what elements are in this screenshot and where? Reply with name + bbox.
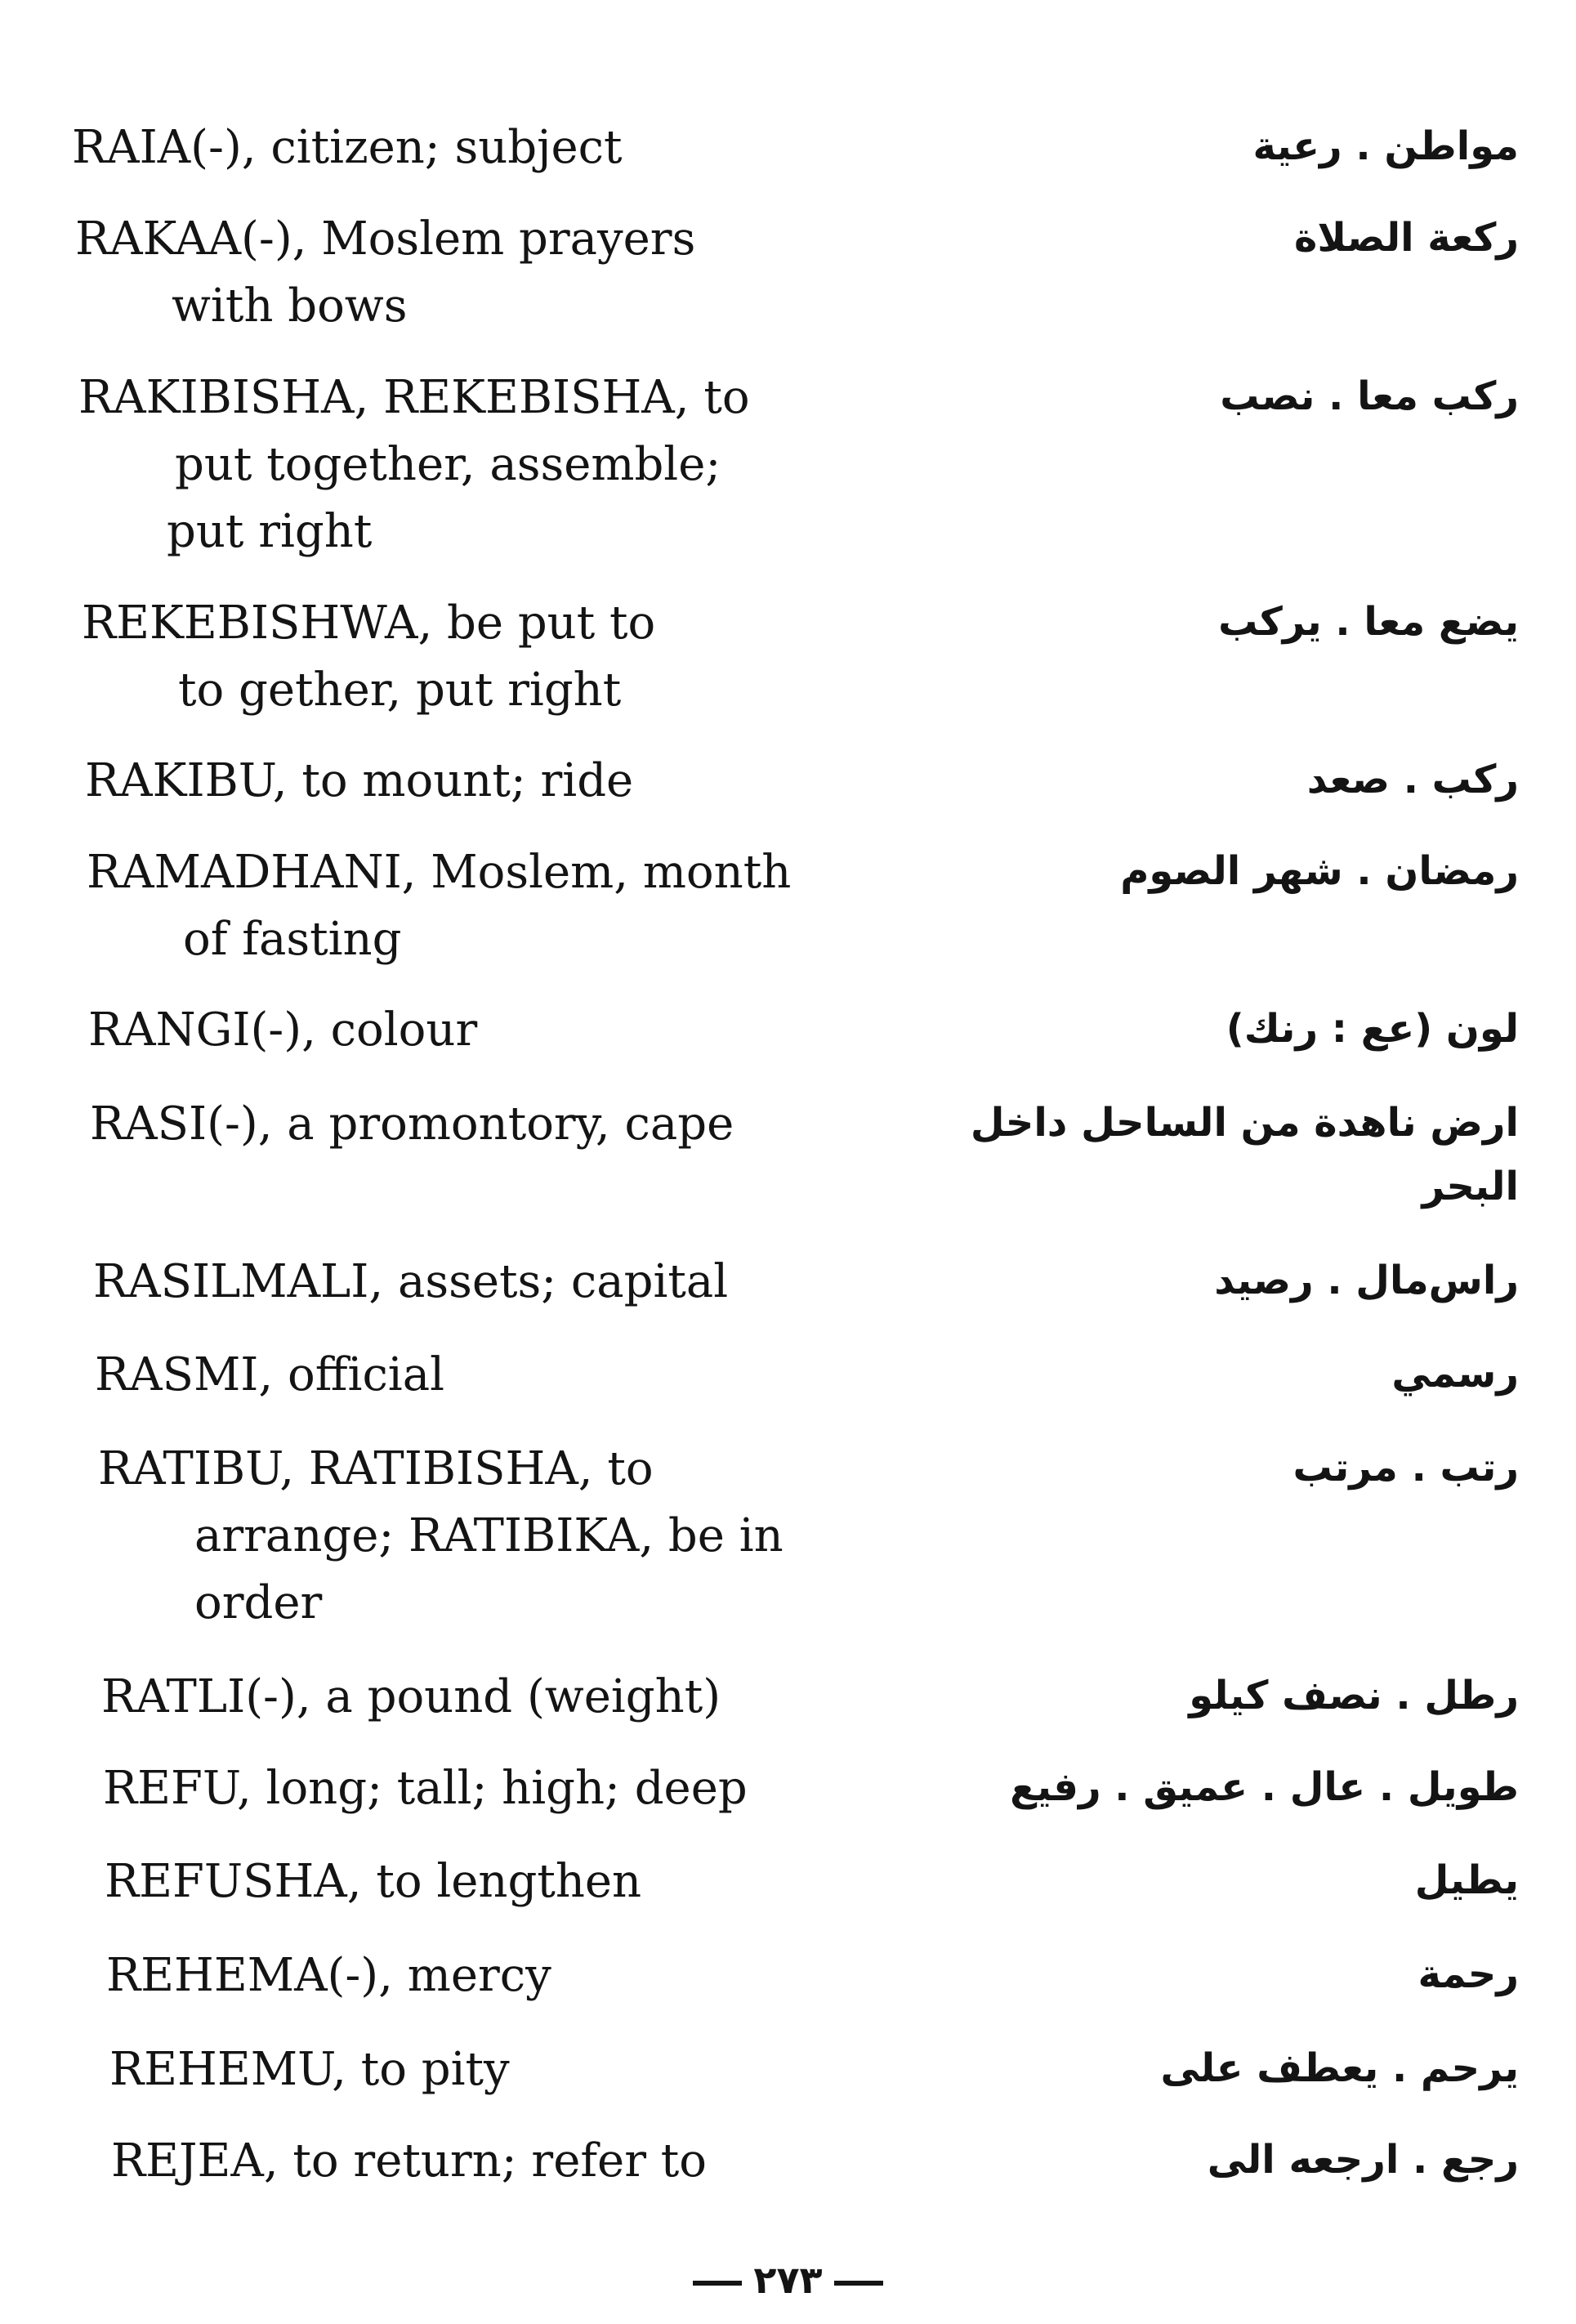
entry-line: RAKIBU, to mount; ride bbox=[85, 754, 634, 807]
swahili-headword bbox=[88, 997, 938, 1064]
entry-line: RAIA(-), citizen; subject bbox=[72, 121, 623, 174]
arabic-translation: يطيل bbox=[1414, 1857, 1519, 1903]
entry-line: RAKAA(-), Moslem prayers bbox=[75, 212, 696, 266]
arabic-translation: رسمي bbox=[1391, 1351, 1519, 1397]
arabic-translation: ركب . صعد bbox=[1306, 757, 1519, 802]
entry-line: put together, assemble; bbox=[175, 438, 721, 491]
arabic-translation: رجع . ارجعه الى bbox=[1207, 2137, 1519, 2183]
swahili-headword bbox=[85, 748, 935, 815]
swahili-headword bbox=[106, 1942, 956, 2009]
entry-line: RASI(-), a promontory, cape bbox=[90, 1097, 734, 1151]
entry-line: RANGI(-), colour bbox=[88, 1003, 478, 1057]
entry-line: REFU, long; tall; high; deep bbox=[103, 1762, 748, 1815]
folio-dash bbox=[834, 2281, 883, 2286]
entry-line: REJEA, to return; refer to bbox=[111, 2134, 707, 2188]
swahili-headword bbox=[93, 1249, 943, 1316]
swahili-headword bbox=[78, 364, 928, 565]
entry-line: REKEBISHWA, be put to bbox=[82, 597, 656, 650]
swahili-headword bbox=[75, 206, 925, 340]
entry-line: REFUSHA, to lengthen bbox=[105, 1855, 642, 1908]
entry-line: to gether, put right bbox=[178, 664, 622, 717]
page-number-text: ٢٧٣ bbox=[753, 2258, 823, 2302]
arabic-translation: رمضان . شهر الصوم bbox=[1120, 848, 1519, 894]
swahili-headword bbox=[98, 1436, 948, 1637]
entry-line: REHEMA(-), mercy bbox=[106, 1949, 551, 2002]
arabic-translation: طويل . عال . عميق . رفيع bbox=[1010, 1764, 1519, 1810]
entry-line: RASILMALI, assets; capital bbox=[93, 1255, 729, 1308]
entry-line: RATLI(-), a pound (weight) bbox=[101, 1670, 721, 1723]
page-number bbox=[0, 2255, 1576, 2304]
entry-line: put right bbox=[167, 505, 373, 558]
swahili-headword bbox=[105, 1848, 954, 1915]
arabic-translation: رحمة bbox=[1418, 1951, 1519, 1997]
entry-line: with bows bbox=[172, 279, 408, 333]
swahili-headword bbox=[95, 1342, 944, 1409]
swahili-headword bbox=[103, 1755, 953, 1822]
arabic-translation: ركعة الصلاة bbox=[1293, 215, 1519, 261]
swahili-headword bbox=[101, 1664, 951, 1731]
swahili-headword bbox=[87, 839, 936, 973]
swahili-headword bbox=[90, 1091, 940, 1158]
arabic-translation: يضع معا . يركب bbox=[1218, 599, 1519, 645]
arabic-translation: يرحم . يعطف على bbox=[1160, 2045, 1519, 2091]
arabic-translation: راس‌مال . رصيد bbox=[1214, 1258, 1519, 1303]
arabic-translation: ارض ناهدة من الساحل داخل البحر bbox=[970, 1100, 1519, 1209]
swahili-headword bbox=[72, 114, 922, 181]
entry-line: RAMADHANI, Moslem, month bbox=[87, 846, 792, 899]
swahili-headword bbox=[109, 2036, 959, 2103]
entry-line: RAKIBISHA, REKEBISHA, to bbox=[78, 371, 750, 424]
entry-line: arrange; RATIBIKA, be in bbox=[194, 1509, 784, 1562]
arabic-translation: رطل . نصف كيلو bbox=[1189, 1673, 1519, 1718]
entry-line: RASMI, official bbox=[95, 1348, 445, 1401]
arabic-translation: مواطن . رعية bbox=[1252, 123, 1519, 169]
entry-line: RATIBU, RATIBISHA, to bbox=[98, 1442, 654, 1495]
folio-dash bbox=[693, 2281, 742, 2286]
entry-line: of fasting bbox=[183, 913, 402, 966]
arabic-translation: رتب . مرتب bbox=[1292, 1445, 1519, 1490]
arabic-translation: لون (عع : رنك) bbox=[1226, 1006, 1519, 1052]
swahili-headword bbox=[82, 590, 931, 724]
entry-line: order bbox=[194, 1576, 323, 1629]
arabic-translation: ركب معا . نصب bbox=[1220, 373, 1519, 419]
entry-line: REHEMU, to pity bbox=[109, 2043, 510, 2096]
swahili-headword bbox=[111, 2128, 961, 2195]
